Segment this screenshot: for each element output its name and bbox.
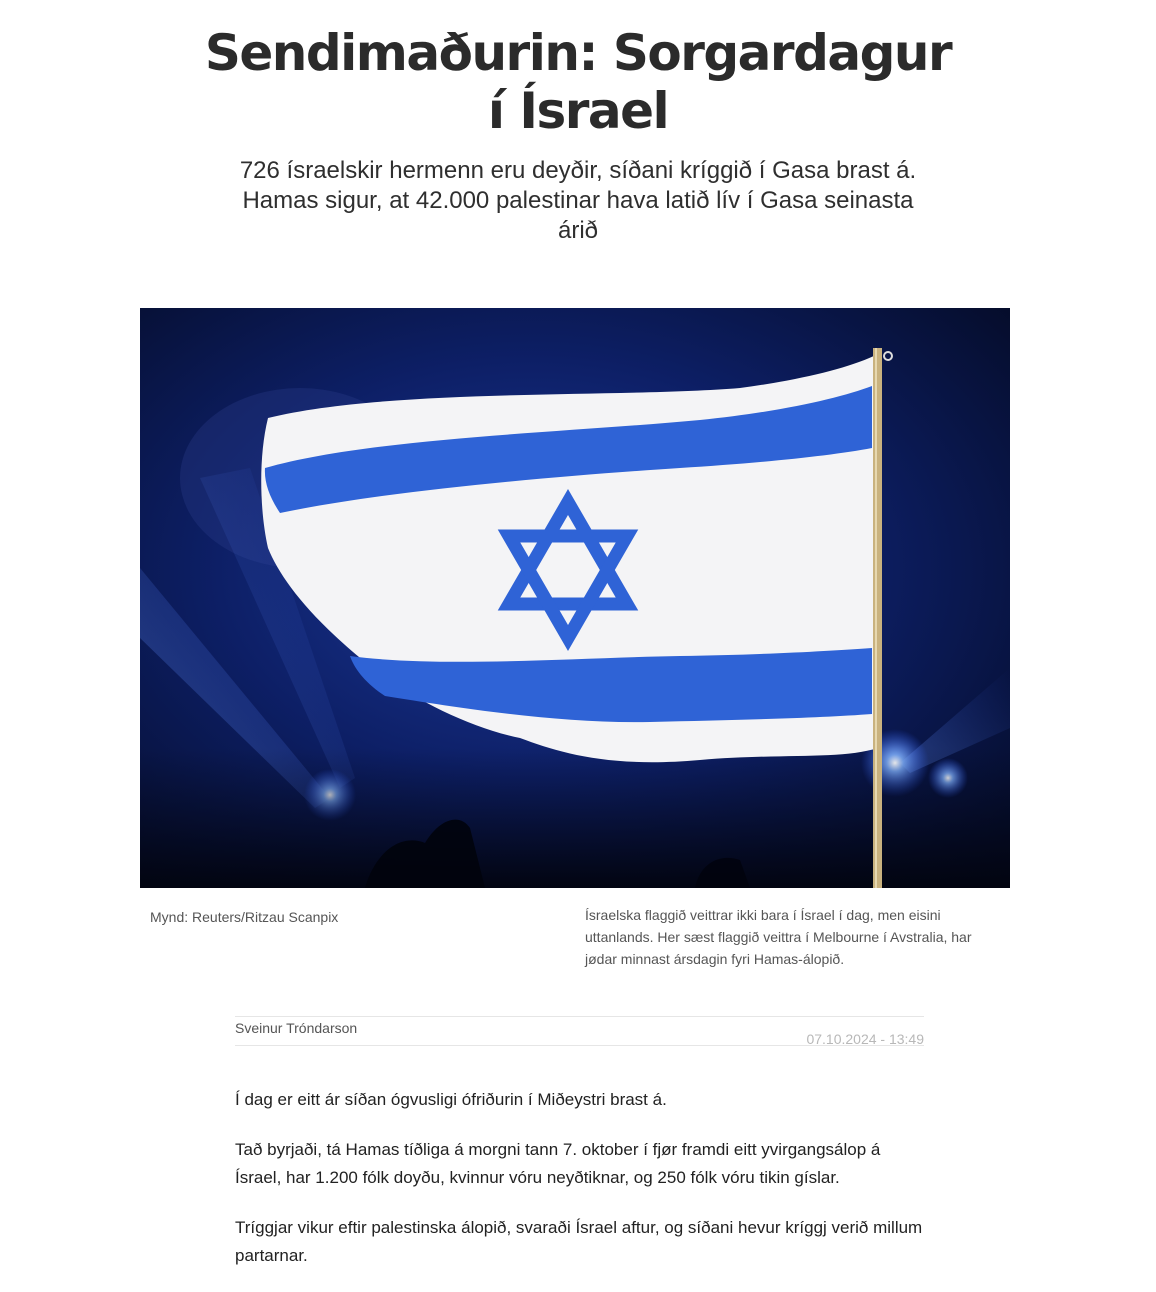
image-credit: Mynd: Reuters/Ritzau Scanpix [150, 909, 339, 925]
paragraph: Tríggjar vikur eftir palestinska álopið, svaraði Ísrael aftur, og síðani hevur kríggj verið millum partarnar. [235, 1218, 923, 1265]
paragraph: Tað byrjaði, tá Hamas tíðliga á morgni tann 7. oktober í fjør framdi eitt yvirgangsálop á Ísrael, har 1.200 fólk doyðu, kvinnur vóru neyðtiknar, og 250 fólk vóru tikin gíslar. [235, 1140, 881, 1187]
image-caption: Ísraelska flaggið veittrar ikki bara í Ísrael í dag, men eisini uttanlands. Her sæst flaggið veittra í Melbourne í Avstralia, har jødar minnast ársdagin fyri Hamas-álopið. [585, 907, 972, 967]
article-title-line-1: Sendimaðurin: Sorgardagur [204, 24, 952, 82]
article-header [198, 0, 958, 246]
israeli-flag-photo [140, 308, 1010, 888]
article-body [235, 1086, 925, 1292]
article-lead: 726 ísraelskir hermenn eru deyðir, síðani kríggið í Gasa brast á. Hamas sigur, at 42.000 palestinar hava latið lív í Gasa seinasta árið [239, 157, 917, 244]
byline [235, 1016, 924, 1046]
paragraph: Í dag er eitt ár síðan ógvusligi ófriðurin í Miðeystri brast á. [235, 1090, 667, 1109]
article-title-line-2: í Ísrael [487, 82, 669, 140]
article-image [140, 308, 1010, 888]
publish-date: 07.10.2024 - 13:49 [806, 1031, 924, 1047]
author-name[interactable]: Sveinur Tróndarson [235, 1020, 358, 1036]
article-title [198, 24, 958, 140]
